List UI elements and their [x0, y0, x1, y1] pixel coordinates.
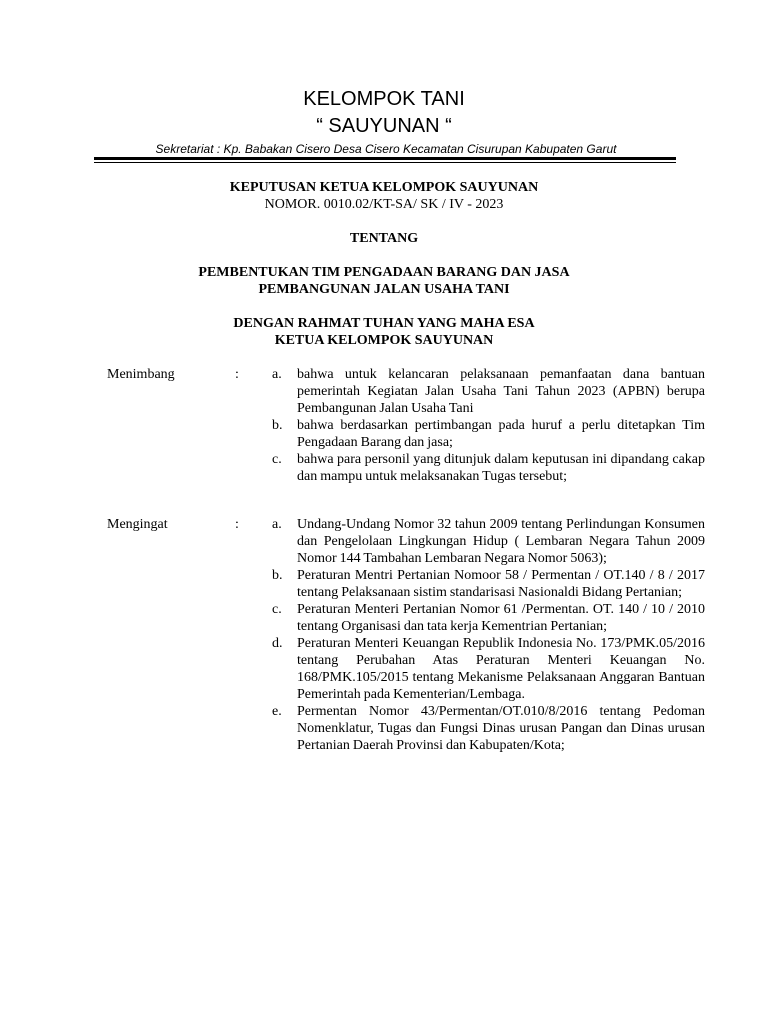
item-text: bahwa berdasarkan pertimbangan pada huruf a perlu ditetapkan Tim Pengadaan Barang dan jasa;	[297, 418, 705, 450]
decree-about: TENTANG	[349, 231, 419, 246]
letterhead-organization: KELOMPOK TANI	[303, 88, 465, 110]
menimbang-colon: :	[235, 367, 239, 382]
item-letter: e.	[272, 704, 282, 719]
item-letter: c.	[272, 602, 282, 617]
mengingat-label: Mengingat	[107, 517, 168, 532]
menimbang-label: Menimbang	[107, 367, 175, 382]
item-text: Peraturan Mentri Pertanian Nomoor 58 / Permentan / OT.140 / 8 / 2017 tentang Pelaksanaan sistim standarisasi Nasionaldi Bidang Pertanian;	[297, 568, 705, 600]
item-text: Peraturan Menteri Pertanian Nomor 61 /Permentan. OT. 140 / 10 / 2010 tentang Organisasi dan tata kerja Kementrian Pertanian;	[297, 602, 705, 634]
item-text: Permentan Nomor 43/Permentan/OT.010/8/2016 tentang Pedoman Nomenklatur, Tugas dan Fungsi Dinas urusan Pangan dan Dinas urusan Pertanian Daerah Provinsi dan Kabupaten/Kota;	[297, 704, 705, 753]
item-letter: d.	[272, 636, 283, 651]
letterhead-group-name: “ SAUYUNAN “	[316, 115, 452, 137]
item-text: bahwa untuk kelancaran pelaksanaan pemanfaatan dana bantuan pemerintah Kegiatan Jalan Usaha Tani Tahun 2023 (APBN) berupa Pembangunan Jalan Usaha Tani	[297, 367, 705, 416]
mengingat-list	[272, 516, 705, 754]
list-item	[272, 516, 705, 567]
letterhead-rule-thin	[94, 162, 676, 163]
list-item	[272, 703, 705, 754]
item-text: Peraturan Menteri Keuangan Republik Indonesia No. 173/PMK.05/2016 tentang Perubahan Atas Peraturan Menteri Keuangan No. 168/PMK.105/2015 tentang Mekanisme Pelaksanaan Anggaran Bantuan Pemerintah pada Kementerian/Lembaga.	[297, 636, 705, 702]
list-item	[272, 417, 705, 451]
list-item	[272, 366, 705, 417]
item-letter: a.	[272, 367, 282, 382]
list-item	[272, 601, 705, 635]
menimbang-list	[272, 366, 705, 485]
blessing-line2: KETUA KELOMPOK SAUYUNAN	[274, 333, 494, 348]
list-item	[272, 451, 705, 485]
blessing-line1: DENGAN RAHMAT TUHAN YANG MAHA ESA	[233, 316, 535, 331]
item-text: bahwa para personil yang ditunjuk dalam keputusan ini dipandang cakap dan mampu untuk melaksanakan Tugas tersebut;	[297, 452, 705, 484]
mengingat-colon: :	[235, 517, 239, 532]
letterhead-address: Sekretariat : Kp. Babakan Cisero Desa Cisero Kecamatan Cisurupan Kabupaten Garut	[155, 142, 617, 156]
item-letter: b.	[272, 418, 283, 433]
letterhead-rule-thick	[94, 157, 676, 160]
list-item	[272, 567, 705, 601]
list-item	[272, 635, 705, 703]
decree-subject-line2: PEMBANGUNAN JALAN USAHA TANI	[258, 282, 510, 297]
decree-number: NOMOR. 0010.02/KT-SA/ SK / IV - 2023	[264, 197, 504, 212]
decree-title: KEPUTUSAN KETUA KELOMPOK SAUYUNAN	[229, 180, 539, 195]
item-letter: b.	[272, 568, 283, 583]
item-letter: a.	[272, 517, 282, 532]
item-text: Undang-Undang Nomor 32 tahun 2009 tentang Perlindungan Konsumen dan Pengelolaan Lingkungan Hidup ( Lembaran Negara Tahun 2009 Nomor 144 Tambahan Lembaran Negara Nomor 5063);	[297, 517, 705, 566]
decree-subject-line1: PEMBENTUKAN TIM PENGADAAN BARANG DAN JASA	[198, 265, 570, 280]
item-letter: c.	[272, 452, 282, 467]
